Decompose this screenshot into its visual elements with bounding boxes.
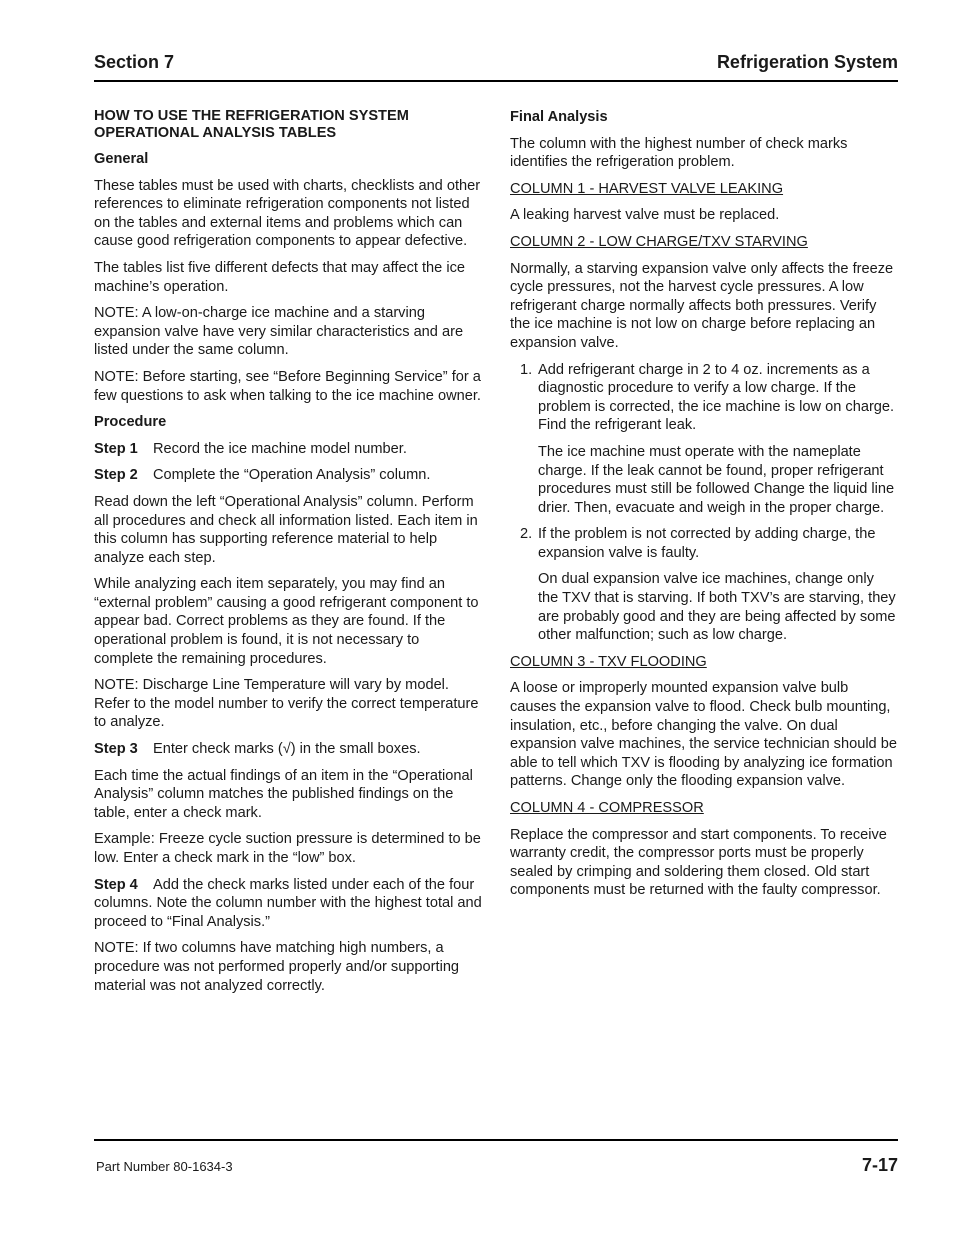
step-3-label: Step 3: [94, 741, 138, 758]
procedure-paragraph-1: Read down the left “Operational Analysis” column. Perform all procedures and check all information listed. Each item in this column has supporting reference material to help analyze each step.: [94, 493, 478, 566]
main-heading-line-2: OPERATIONAL ANALYSIS TABLES: [94, 125, 337, 141]
step-4: [94, 876, 482, 932]
general-paragraph-1: These tables must be used with charts, checklists and other references to eliminate refrigeration components not listed on the tables and external items and problems which can cause good refrigeration components to appear defective.: [94, 177, 481, 250]
procedure-paragraph-2: While analyzing each item separately, you may find an “external problem” causing a good refrigerant component to appear bad. Correct problems as they are found. If the operational problem is found, it is not necessary to complete the remaining procedures.: [94, 576, 479, 667]
step-2: [94, 466, 482, 485]
part-number: Part Number 80-1634-3: [96, 1159, 233, 1174]
page-footer: [94, 1139, 898, 1181]
list-item-1-text: Add refrigerant charge in 2 to 4 oz. increments as a diagnostic procedure to verify a low charge. If the problem is corrected, the ice machine is low on charge. Find the refrigerant leak.: [538, 361, 895, 434]
column-2-text: Normally, a starving expansion valve only affects the freeze cycle pressures, not the harvest cycle pressures. A low refrigerant charge normally affects both pressures. Verify the ice machine is not low on charge before replacing an expansion valve.: [510, 260, 894, 351]
step-1-label: Step 1: [94, 440, 138, 457]
list-item-2-continuation: On dual expansion valve ice machines, change only the TXV that is starving. If both TXV’s are starving, they are probably good and they are being affected by some other malfunction; such as low charge.: [538, 571, 896, 644]
step-1: [94, 440, 482, 459]
step-4-text: Add the check marks listed under each of the four columns. Note the column number with the highest total and proceed to “Final Analysis.”: [94, 876, 482, 930]
column-1-heading: COLUMN 1 - HARVEST VALVE LEAKING: [510, 180, 784, 197]
note-before-starting: NOTE: Before starting, see “Before Beginning Service” for a few questions to ask when talking to the ice machine owner.: [94, 368, 481, 404]
step-1-text: Record the ice machine model number.: [153, 440, 407, 457]
main-heading-line-1: HOW TO USE THE REFRIGERATION SYSTEM: [94, 108, 409, 124]
step-3-text: Enter check marks (√) in the small boxes.: [153, 741, 421, 758]
list-item-1-number: 1.: [520, 361, 533, 378]
page-header: [94, 50, 898, 82]
column-2-heading: COLUMN 2 - LOW CHARGE/TXV STARVING: [510, 233, 808, 250]
list-item-1-continuation: The ice machine must operate with the nameplate charge. If the leak cannot be found, proper refrigerant procedures must still be followed Change the liquid line drier. Then, evacuate and weigh in the proper charge.: [538, 443, 895, 516]
procedure-heading: Procedure: [94, 414, 167, 431]
list-item-1: [510, 361, 898, 435]
step-2-label: Step 2: [94, 467, 138, 484]
final-analysis-heading: Final Analysis: [510, 109, 608, 125]
left-column: [94, 108, 482, 1003]
note-low-charge: NOTE: A low-on-charge ice machine and a starving expansion valve have very similar characteristics and are listed under the same column.: [94, 305, 464, 359]
step-2-text: Complete the “Operation Analysis” column.: [153, 467, 431, 484]
list-item-2-number: 2.: [520, 526, 533, 543]
step-3: [94, 740, 482, 759]
general-paragraph-2: The tables list five different defects that may affect the ice machine’s operation.: [94, 259, 465, 295]
example-paragraph: Example: Freeze cycle suction pressure is determined to be low. Enter a check mark in the “low” box.: [94, 831, 481, 866]
section-label: Section 7: [94, 52, 175, 72]
column-3-heading: COLUMN 3 - TXV FLOODING: [510, 653, 707, 670]
general-heading: General: [94, 151, 149, 167]
column-1-text: A leaking harvest valve must be replaced.: [510, 207, 780, 224]
main-heading: [94, 108, 482, 142]
right-column: [510, 108, 898, 908]
note-discharge-temperature: NOTE: Discharge Line Temperature will vary by model. Refer to the model number to verify the correct temperature to analyze.: [94, 677, 479, 731]
column-3-text: A loose or improperly mounted expansion valve bulb causes the expansion valve to flood. Check bulb mounting, insulation, etc., before changing the valve. On dual expansion valve machines, the service technician should be able to tell which TXV is flooding by analyzing ice formation patterns. Change only the flooding expansion valve.: [510, 680, 897, 790]
list-item-2-text: If the problem is not corrected by adding charge, the expansion valve is faulty.: [538, 526, 876, 561]
note-matching-columns: NOTE: If two columns have matching high numbers, a procedure was not performed properly and/or supporting material was not analyzed correctly.: [94, 940, 460, 994]
chapter-title: Refrigeration System: [716, 52, 898, 72]
page-number: 7-17: [861, 1155, 898, 1175]
list-item-2: [510, 525, 898, 562]
column-4-text: Replace the compressor and start components. To receive warranty credit, the compressor ports must be properly sealed by crimping and soldering them closed. Old start components must be returned with the faulty compressor.: [510, 826, 887, 899]
step-4-label: Step 4: [94, 876, 138, 893]
column-4-heading: COLUMN 4 - COMPRESSOR: [510, 800, 704, 816]
check-mark-paragraph: Each time the actual findings of an item in the “Operational Analysis” column matches the published findings on the table, enter a check mark.: [94, 767, 473, 821]
final-analysis-paragraph: The column with the highest number of check marks identifies the refrigeration problem.: [510, 135, 848, 171]
